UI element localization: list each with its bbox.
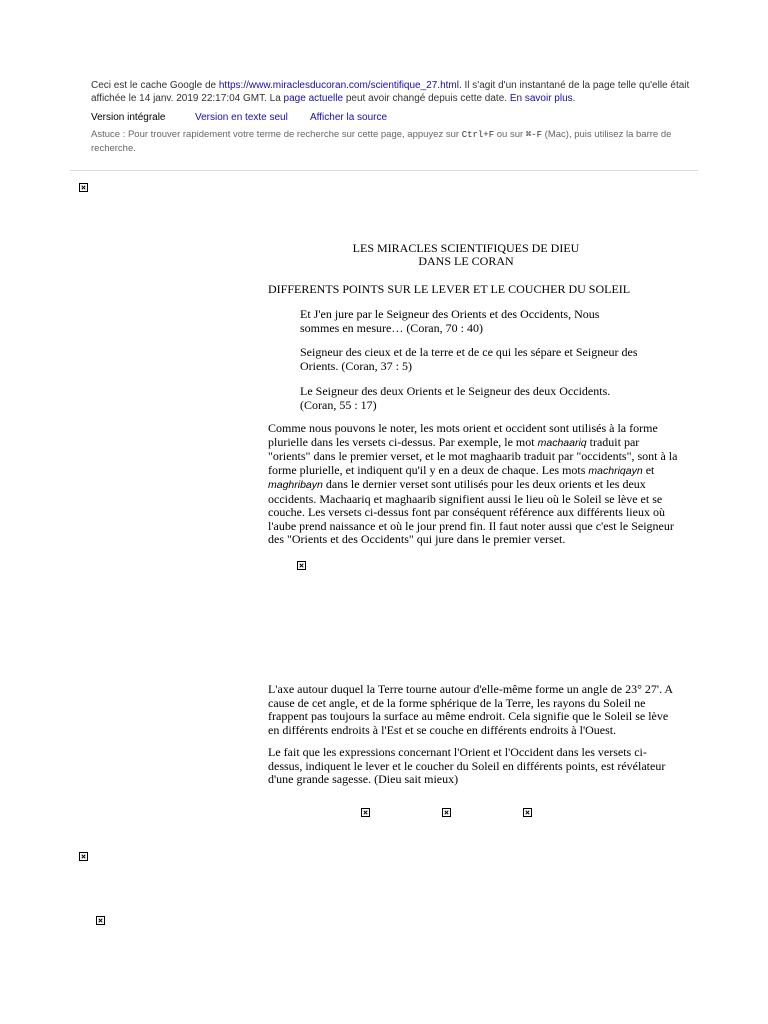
- paragraph-2: L'axe autour duquel la Terre tourne autour d'elle-même forme un angle de 23° 27'. A cause de cet angle, et de la forme sphérique de la Terre, les rayons du Soleil ne frappent pas toujours la surface au même endroit. Cela signifie que le Soleil se lève en différents endroits à l'Est et se couche en différents endroits à l'Ouest.: [268, 682, 673, 737]
- cmd-f-key: ⌘-F: [525, 130, 543, 140]
- broken-image-icon: [96, 916, 105, 925]
- text-version-link[interactable]: Version en texte seul: [195, 112, 288, 123]
- cache-notice: Ceci est le cache Google de https://www.miraclesducoran.com/scientifique_27.html. Il s'agit d'un instantané de la page telle qu'elle était affichée le 14 janv. 2019 22:17:04 GMT. La page actuelle peut avoir changé depuis cette date. En savoir plus.: [91, 80, 690, 104]
- page-title: LES MIRACLES SCIENTIFIQUES DE DIEU DANS LE CORAN: [352, 241, 580, 268]
- broken-image-icon: [523, 808, 532, 817]
- cached-url-link[interactable]: https://www.miraclesducoran.com/scientifique_27.html: [218, 80, 459, 91]
- paragraph-1: Comme nous pouvons le noter, les mots orient et occident sont utilisés à la forme plurielle dans les versets ci-dessus. Par exemple, le mot machaariq traduit par "orients" dans le premier verset, et le mot maghaarib traduit par "occidents", sont à la forme plurielle, et indiquent qu'il y en a deux de chaque. Les mots machriqayn et maghribayn dans le dernier verset sont utilisés pour les deux orients et les deux occidents. Machaariq et maghaarib signifient aussi le lieu où le Soleil se lève et se couche. Les versets ci-dessus font par conséquent référence aux différents lieux où l'aube prend naissance et où le jour prend fin. Il faut noter aussi que c'est le Seigneur des "Orients et des Occidents" qui jure dans le premier verset.: [268, 421, 678, 546]
- broken-image-icon: [79, 183, 88, 192]
- broken-image-icon: [297, 561, 306, 570]
- paragraph-3: Le fait que les expressions concernant l'Orient et l'Occident dans les versets ci-dessus, indiquent le lever et le coucher du Soleil en différents points, est révélateur d'une grande sagesse. (Dieu sait mieux): [268, 745, 666, 786]
- broken-image-icon: [361, 808, 370, 817]
- ctrl-f-key: Ctrl+F: [461, 130, 495, 140]
- verse-1: Et J'en jure par le Seigneur des Orients et des Occidents, Nous sommes en mesure… (Coran, 70 : 40): [300, 307, 600, 335]
- current-page-link[interactable]: page actuelle: [283, 93, 344, 104]
- verse-3: Le Seigneur des deux Orients et le Seigneur des deux Occidents. (Coran, 55 : 17): [300, 384, 611, 412]
- broken-image-icon: [79, 852, 88, 861]
- full-version-link[interactable]: Version intégrale: [91, 112, 166, 123]
- learn-more-link[interactable]: En savoir plus: [509, 93, 573, 104]
- verse-2: Seigneur des cieux et de la terre et de ce qui les sépare et Seigneur des Orients. (Coran, 37 : 5): [300, 345, 638, 373]
- view-source-link[interactable]: Afficher la source: [310, 112, 388, 123]
- search-tip: Astuce : Pour trouver rapidement votre terme de recherche sur cette page, appuyez sur Ctrl+F ou sur ⌘-F (Mac), puis utilisez la barre de recherche.: [91, 129, 672, 154]
- header-divider: [70, 170, 698, 171]
- article-subtitle: DIFFERENTS POINTS SUR LE LEVER ET LE COUCHER DU SOLEIL: [268, 282, 631, 296]
- broken-image-icon: [442, 808, 451, 817]
